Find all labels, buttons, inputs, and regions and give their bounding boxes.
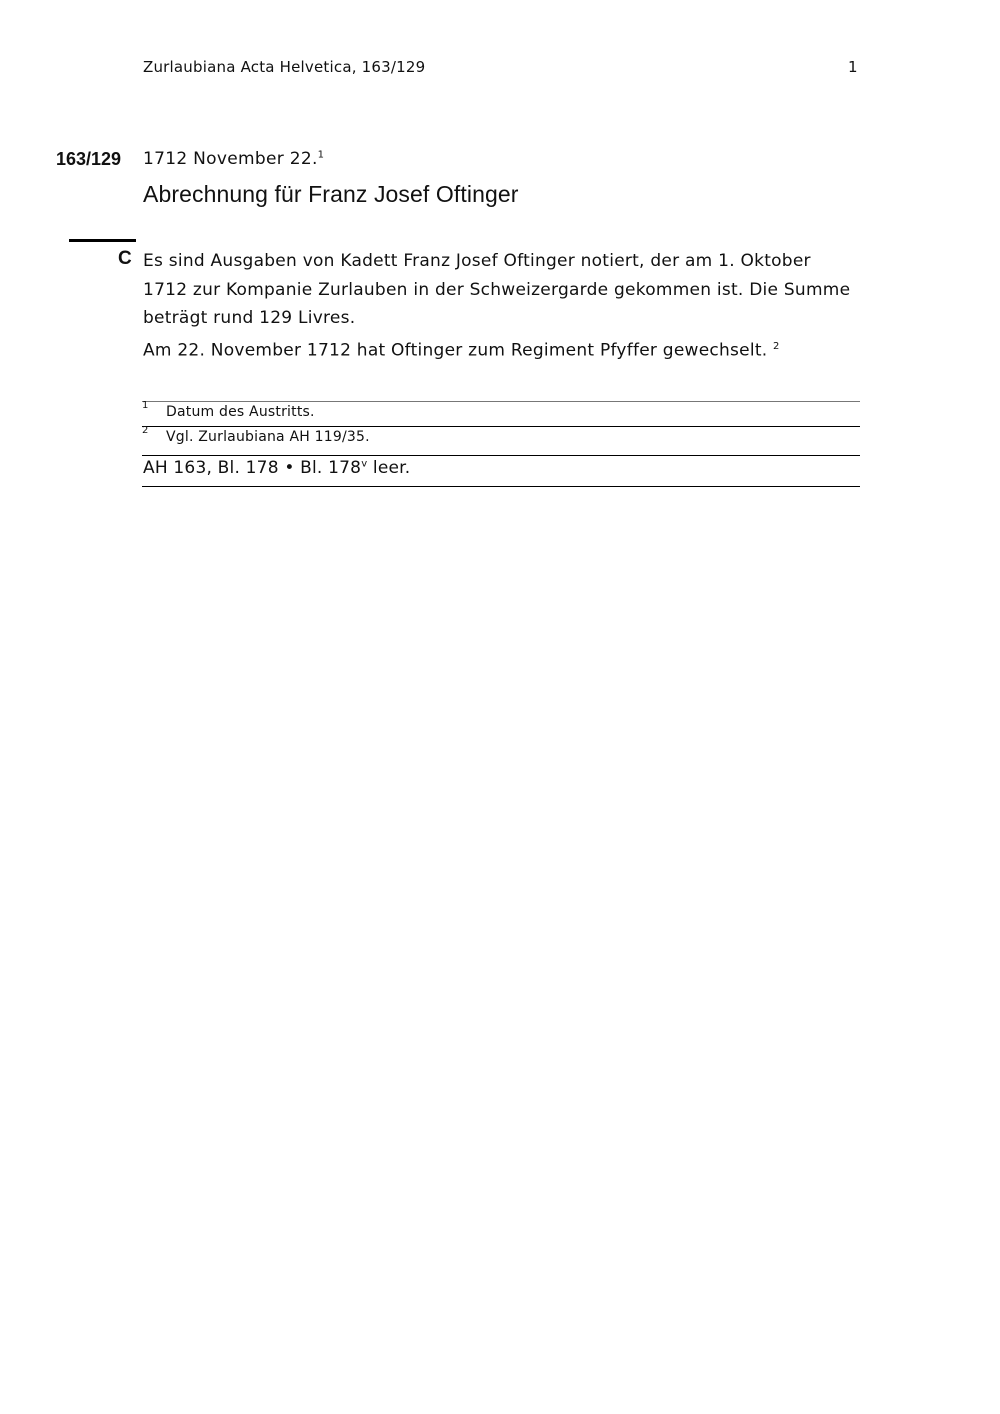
section-rule <box>69 239 136 242</box>
source-prefix: AH 163, Bl. 178 • Bl. 178 <box>143 458 362 478</box>
running-title: Zurlaubiana Acta Helvetica, 163/129 <box>143 58 426 76</box>
document-id: 163/129 <box>56 149 122 169</box>
source-superscript: v <box>361 458 368 470</box>
regest-body <box>143 247 863 361</box>
footnote-mark: 1 <box>142 400 149 411</box>
source-suffix: leer. <box>367 458 411 478</box>
body-line: Es sind Ausgaben von Kadett Franz Josef Oftinger notiert, der am 1. Oktober <box>143 251 811 271</box>
footnote-text: Datum des Austritts. <box>166 404 315 420</box>
body-line-last <box>143 333 863 362</box>
body-line: 1712 zur Kompanie Zurlauben in der Schweizergarde gekommen ist. Die Summe <box>143 279 851 300</box>
footnote-ref-1[interactable]: 1 <box>317 149 325 161</box>
body-line-text: Am 22. November 1712 hat Oftinger zum Regiment Pfyffer gewechselt. <box>143 340 768 361</box>
body-line: beträgt rund 129 Livres. <box>143 308 356 328</box>
document-date-text: 1712 November 22. <box>143 149 318 169</box>
document-title: Abrechnung für Franz Josef Oftinger <box>143 181 519 207</box>
footnote-text: Vgl. Zurlaubiana AH 119/35. <box>166 429 370 445</box>
section-letter: C <box>118 248 132 269</box>
source-bottom-rule <box>142 486 860 487</box>
footnote-item <box>142 427 860 451</box>
document-date <box>143 149 324 169</box>
source-reference <box>143 458 410 478</box>
source-top-rule <box>142 455 860 456</box>
footnote-mark: 2 <box>142 425 149 436</box>
page-number: 1 <box>848 58 858 76</box>
footnote-item <box>142 402 860 426</box>
footnote-ref-2[interactable]: 2 <box>773 340 780 352</box>
